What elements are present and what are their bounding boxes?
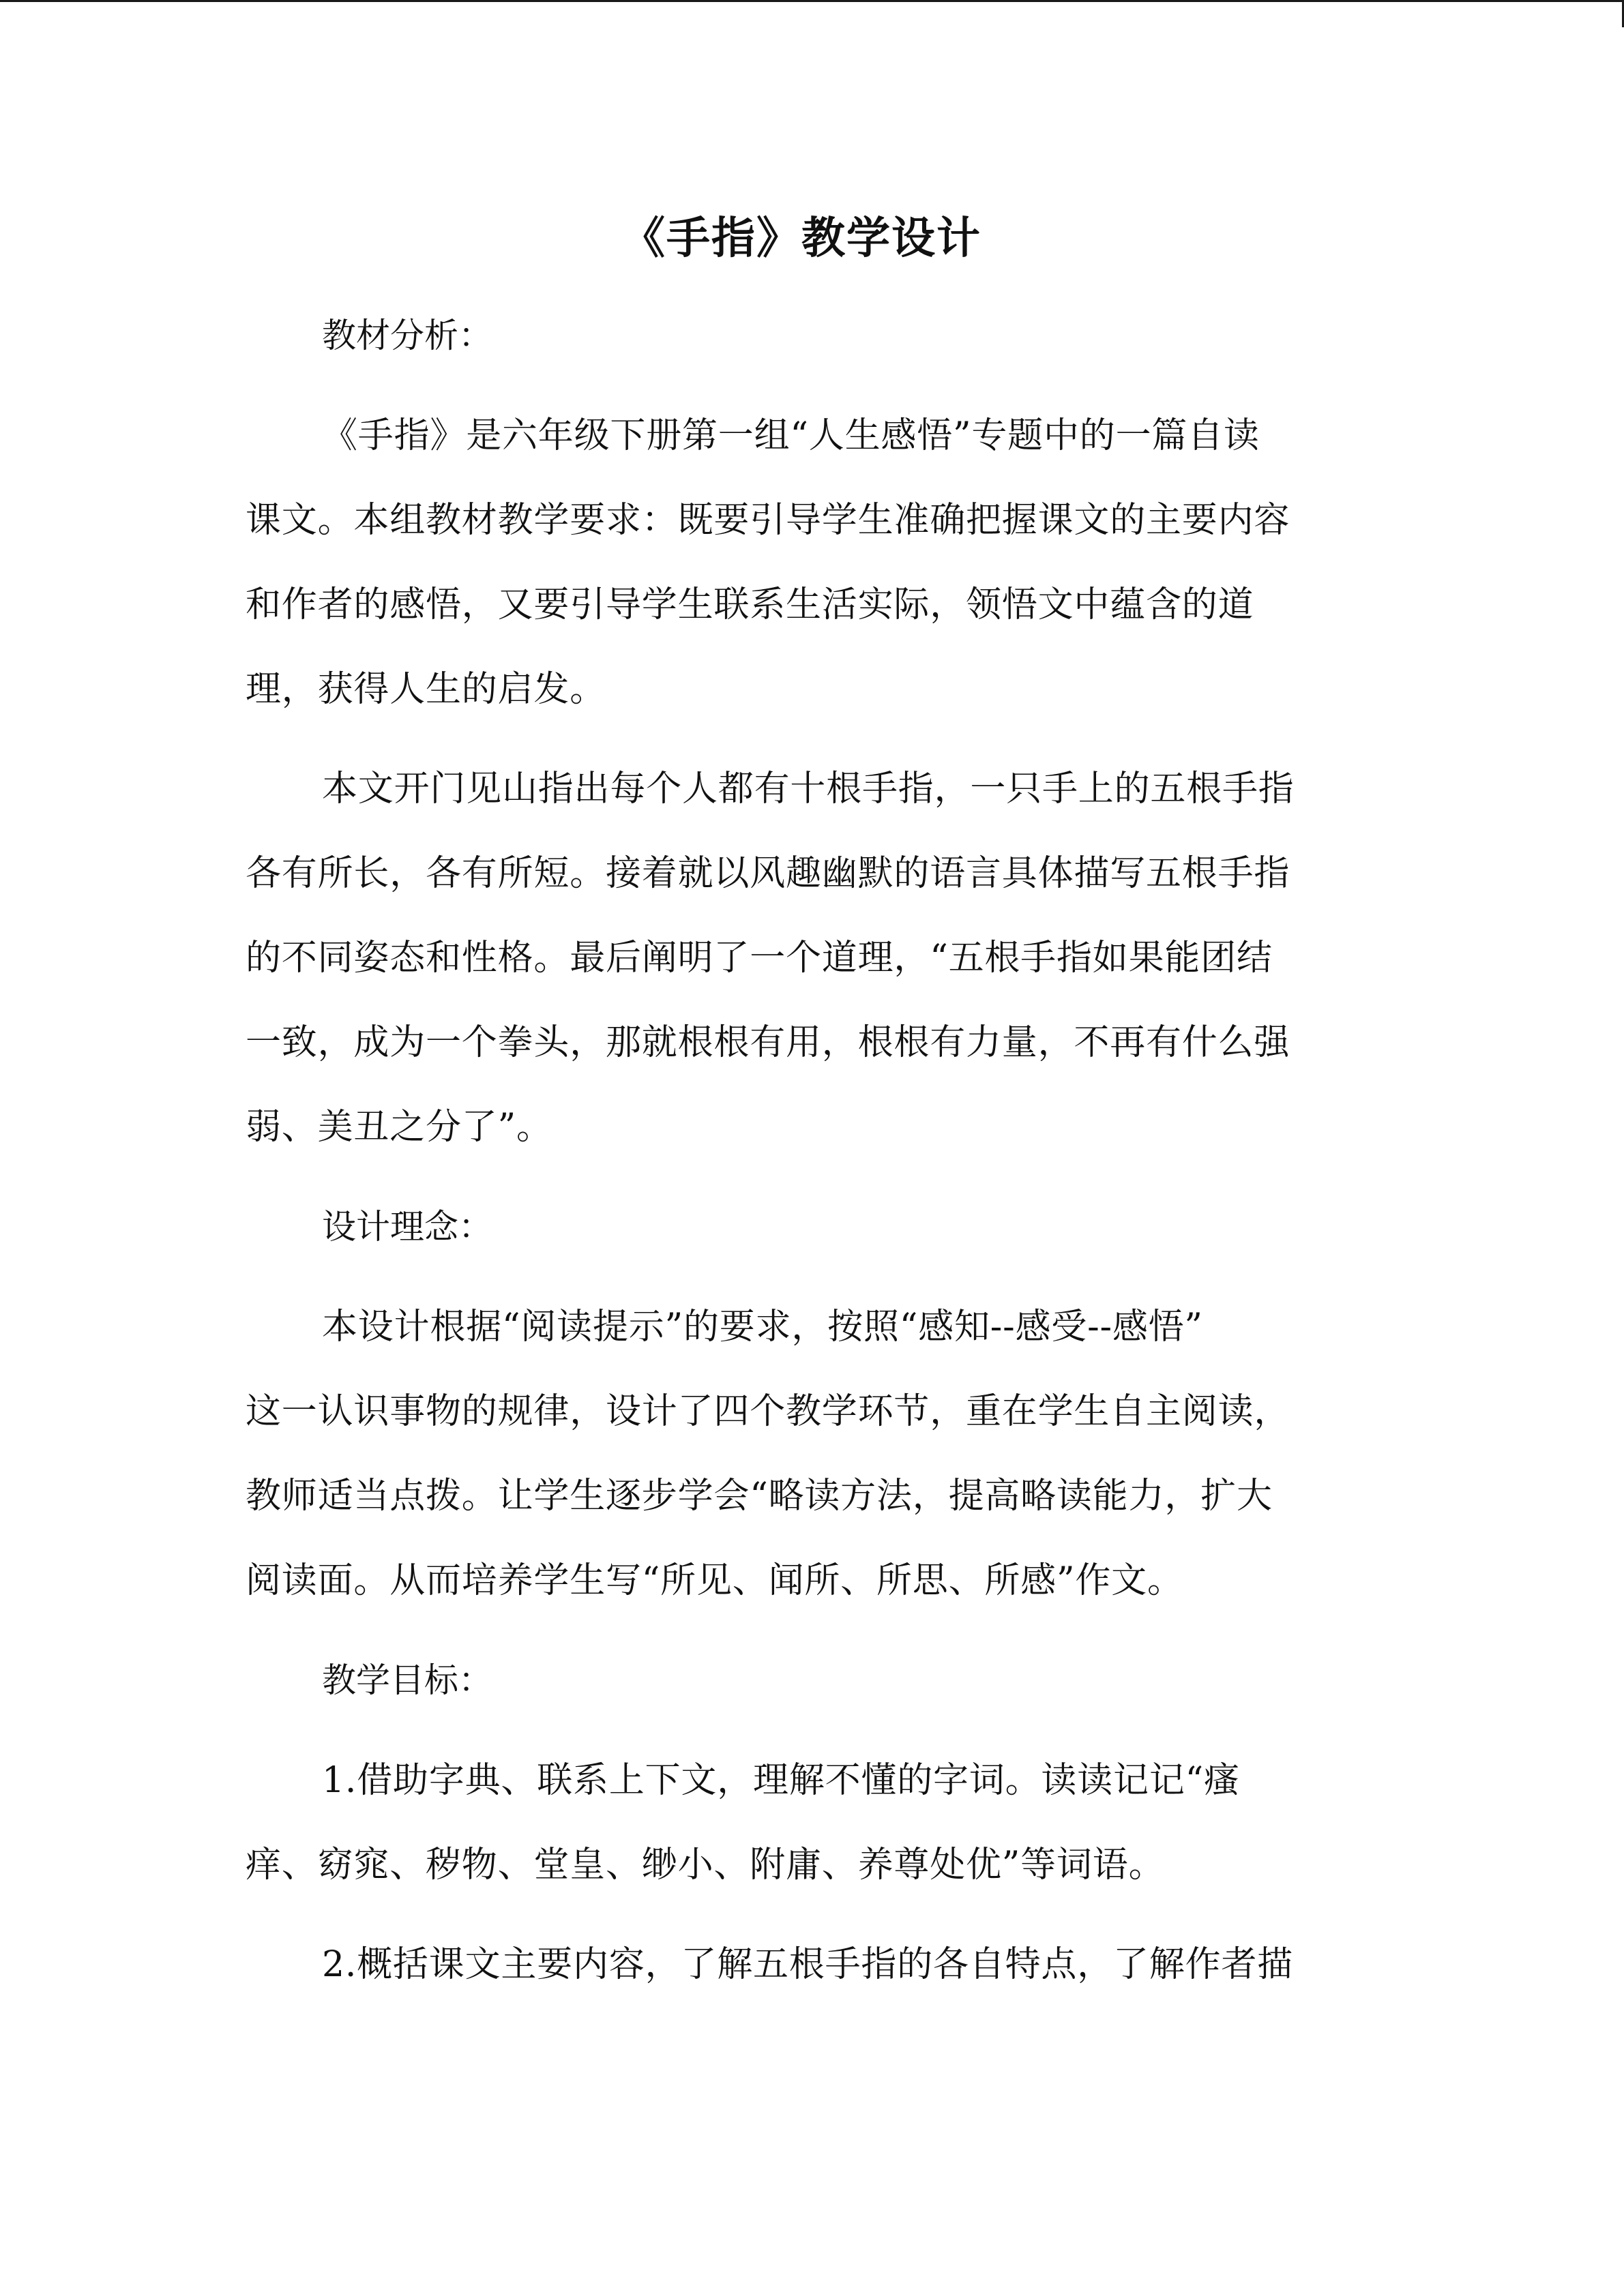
document-title: 《手指》教学设计 xyxy=(621,213,981,264)
paragraph xyxy=(246,747,1357,1169)
text-line: 教师适当点拨。让学生逐步学会“略读方法，提高略读能力，扩大 xyxy=(246,1476,1273,1517)
text-line: 的不同姿态和性格。最后阐明了一个道理，“五根手指如果能团结 xyxy=(246,938,1273,979)
text-line: 2.概括课文主要内容，了解五根手指的各自特点，了解作者描 xyxy=(322,1944,1294,1985)
text-line: 《手指》是六年级下册第一组“人生感悟”专题中的一篇自读 xyxy=(322,415,1260,456)
text-line: 课文。本组教材教学要求：既要引导学生准确把握课文的主要内容 xyxy=(246,500,1290,541)
section-design-concept xyxy=(246,1184,1357,1623)
section-heading: 教学目标： xyxy=(322,1660,492,1700)
document-page xyxy=(246,198,1357,2022)
paragraph xyxy=(246,393,1357,732)
section-heading: 教材分析： xyxy=(322,316,492,355)
text-line: 各有所长，各有所短。接着就以风趣幽默的语言具体描写五根手指 xyxy=(246,853,1290,894)
text-line: 这一认识事物的规律，设计了四个教学环节，重在学生自主阅读， xyxy=(246,1391,1290,1432)
text-line: 弱、美丑之分了”。 xyxy=(246,1107,552,1148)
text-line: 理，获得人生的启发。 xyxy=(246,669,606,710)
text-line: 本设计根据“阅读提示”的要求，按照“感知--感受--感悟” xyxy=(322,1307,1203,1347)
text-line: 本文开门见山指出每个人都有十根手指，一只手上的五根手指 xyxy=(322,769,1295,809)
paragraph xyxy=(246,1738,1357,1907)
paragraph xyxy=(246,1285,1357,1623)
text-line: 阅读面。从而培养学生写“所见、闻所、所思、所感”作文。 xyxy=(246,1560,1183,1601)
paragraph xyxy=(246,1922,1357,2007)
section-teaching-objectives xyxy=(246,1638,1357,2007)
text-line: 一致，成为一个拳头，那就根根有用，根根有力量，不再有什么强 xyxy=(246,1022,1290,1063)
page-border-top xyxy=(0,0,1624,2)
section-heading: 设计理念： xyxy=(322,1207,492,1247)
text-line: 1.借助字典、联系上下文，理解不懂的字词。读读记记“瘙 xyxy=(322,1760,1240,1801)
section-material-analysis xyxy=(246,293,1357,1169)
text-line: 痒、窈窕、秽物、堂皇、缈小、附庸、养尊处优”等词语。 xyxy=(246,1845,1165,1885)
text-line: 和作者的感悟，又要引导学生联系生活实际，领悟文中蕴含的道 xyxy=(246,584,1254,625)
